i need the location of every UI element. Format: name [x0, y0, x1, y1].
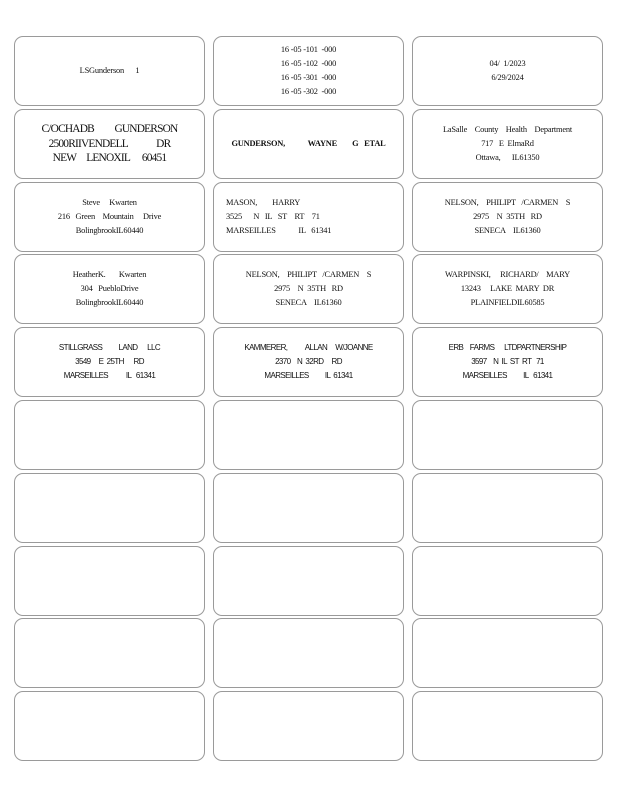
label-line: WARPINSKI, RICHARD/ MARY — [444, 270, 571, 280]
address-label — [412, 182, 603, 252]
label-line: 16 -05 -101 -000 — [280, 45, 337, 54]
label-line: 04/ 1/2023 — [489, 59, 526, 68]
label-line: 3597 N IL ST RT 71 — [471, 357, 544, 367]
label-text — [15, 196, 204, 238]
empty-label — [412, 400, 603, 470]
address-label — [412, 109, 603, 179]
address-label — [213, 327, 404, 397]
label-text — [15, 268, 204, 310]
label-line: PLAINFIELDIL60585 — [470, 298, 545, 308]
address-label — [213, 109, 404, 179]
label-text — [214, 43, 403, 99]
label-line: 16 -05 -301 -000 — [280, 73, 337, 82]
label-text — [15, 122, 204, 166]
label-line: 717 E ElmaRd — [481, 138, 534, 148]
label-text — [15, 341, 204, 383]
empty-label — [213, 473, 404, 543]
address-label — [213, 36, 404, 106]
empty-label — [14, 473, 205, 543]
address-label — [14, 327, 205, 397]
label-text — [413, 268, 602, 310]
empty-label — [213, 691, 404, 761]
empty-label — [412, 473, 603, 543]
label-line: NELSON, PHILIPT /CARMEN S — [245, 270, 372, 280]
empty-label — [412, 691, 603, 761]
label-line: NELSON, PHILIPT /CARMEN S — [444, 197, 571, 207]
label-line: 13243 LAKE MARY DR — [460, 284, 555, 294]
label-text — [413, 341, 602, 383]
address-label — [412, 36, 603, 106]
label-line: STILLGRASS LAND LLC — [58, 343, 161, 353]
label-text — [413, 196, 602, 238]
label-line: 3525 N IL ST RT 71 — [226, 211, 320, 221]
label-line: BolingbrookIL60440 — [75, 225, 144, 235]
label-text — [413, 57, 602, 85]
label-line: HeatherK. Kwarten — [72, 270, 147, 280]
label-line: 16 -05 -102 -000 — [280, 59, 337, 68]
label-text — [214, 341, 403, 383]
label-line: 2370 N 32RD RD — [275, 357, 342, 367]
label-line: MARSEILLES IL 61341 — [462, 371, 553, 381]
empty-label — [412, 618, 603, 688]
label-line: 304 PuebloDrive — [80, 284, 139, 294]
empty-label — [14, 546, 205, 616]
label-line: 2500RIIVENDELL DR — [48, 137, 171, 150]
label-line: GUNDERSON, WAYNE G ETAL — [231, 138, 386, 148]
label-line: 216 Green Mountain Drive — [57, 211, 162, 221]
label-text — [214, 137, 403, 151]
address-label — [213, 182, 404, 252]
address-label — [412, 254, 603, 324]
label-line: SENECA IL61360 — [474, 225, 541, 235]
address-label — [412, 327, 603, 397]
empty-label — [14, 691, 205, 761]
label-line: Steve Kwarten — [82, 197, 137, 207]
label-line: MARSEILLES IL 61341 — [226, 225, 332, 235]
address-label — [14, 36, 205, 106]
address-label — [14, 109, 205, 179]
label-line: 2975 N 35TH RD — [473, 211, 542, 221]
label-line: C/OCHADB GUNDERSON — [41, 123, 178, 136]
label-line: LSGunderson 1 — [79, 66, 140, 75]
empty-label — [14, 400, 205, 470]
label-line: BolingbrookIL60440 — [75, 298, 144, 308]
label-line: 3549 E 25TH RD — [75, 357, 144, 367]
empty-label — [213, 618, 404, 688]
label-line: 6/29/2024 — [491, 73, 524, 82]
empty-label — [412, 546, 603, 616]
label-line: Ottawa, IL61350 — [475, 152, 540, 162]
label-line: MASON, HARRY — [226, 197, 301, 207]
empty-label — [213, 546, 404, 616]
empty-label — [14, 618, 205, 688]
label-line: 16 -05 -302 -000 — [280, 87, 337, 96]
label-line: MARSEILLES IL 61341 — [264, 371, 353, 381]
label-text — [214, 196, 403, 238]
label-line: SENECA IL61360 — [275, 298, 342, 308]
address-label — [14, 182, 205, 252]
label-text — [214, 268, 403, 310]
label-line: ERB FARMS LTDPARTNERSHIP — [448, 343, 567, 353]
label-sheet — [14, 36, 604, 764]
label-line: 2975 N 35TH RD — [274, 284, 343, 294]
label-text — [413, 123, 602, 165]
empty-label — [213, 400, 404, 470]
label-line: LaSalle County Health Department — [442, 124, 573, 134]
label-line: NEW LENOXIL 60451 — [52, 152, 167, 165]
label-line: KAMMERER, ALLAN W/JOANNE — [244, 343, 373, 353]
address-label — [213, 254, 404, 324]
label-text — [15, 64, 204, 78]
address-label — [14, 254, 205, 324]
label-line: MARSEILLES IL 61341 — [63, 371, 156, 381]
